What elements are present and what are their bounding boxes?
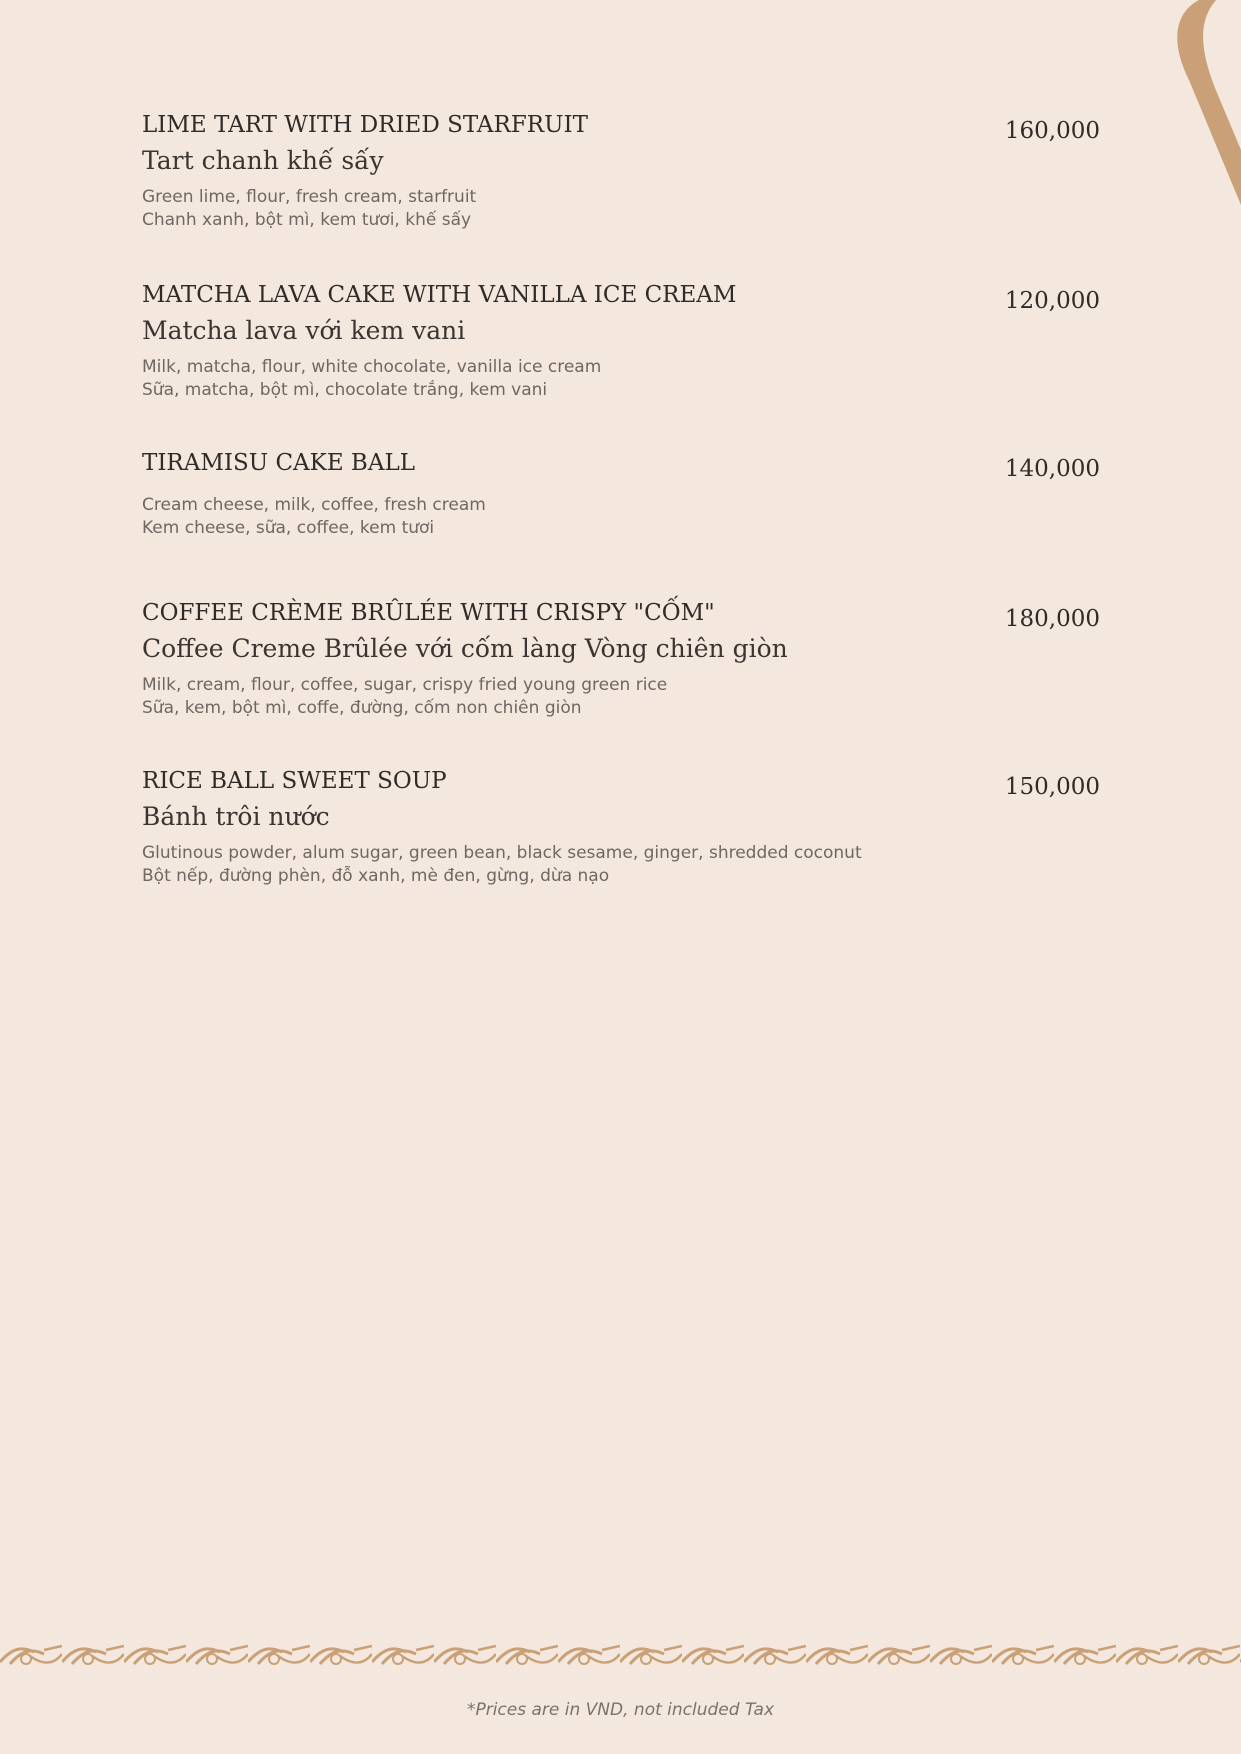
item-description [142, 186, 1100, 232]
menu-item-matcha-lava-cake [142, 280, 1100, 402]
item-name-en: RICE BALL SWEET SOUP [142, 768, 447, 794]
item-name-en: TIRAMISU CAKE BALL [142, 450, 415, 476]
item-price: 160,000 [1004, 118, 1100, 144]
item-name-en: MATCHA LAVA CAKE WITH VANILLA ICE CREAM [142, 282, 737, 308]
item-description-vi: Sữa, matcha, bột mì, chocolate trắng, kem vani [142, 380, 548, 400]
item-name-en: LIME TART WITH DRIED STARFRUIT [142, 112, 588, 138]
menu-item-rice-ball-sweet-soup [142, 766, 1100, 888]
item-description [142, 842, 1100, 888]
item-name-en: COFFEE CRÈME BRÛLÉE WITH CRISPY "CỐM" [142, 600, 715, 626]
item-description-vi: Bột nếp, đường phèn, đỗ xanh, mè đen, gừng, dừa nạo [142, 866, 610, 886]
item-description-vi: Sữa, kem, bột mì, coffe, đường, cốm non chiên giòn [142, 698, 582, 718]
item-name-vi: Bánh trôi nước [142, 802, 330, 831]
price-footnote: *Prices are in VND, not included Tax [466, 1700, 775, 1720]
item-description [142, 494, 1100, 540]
item-name-vi: Matcha lava với kem vani [142, 316, 466, 345]
item-description-vi: Kem cheese, sữa, coffee, kem tươi [142, 518, 435, 538]
item-description [142, 674, 1100, 720]
item-description-en: Green lime, flour, fresh cream, starfruit [142, 187, 477, 207]
menu-item-tiramisu-cake-ball [142, 448, 1100, 540]
item-price: 120,000 [1004, 288, 1100, 314]
item-name-vi: Tart chanh khế sấy [142, 146, 384, 175]
item-description-en: Glutinous powder, alum sugar, green bean, black sesame, ginger, shredded coconut [142, 843, 862, 863]
item-description-en: Milk, matcha, flour, white chocolate, vanilla ice cream [142, 357, 602, 377]
item-name-vi: Coffee Creme Brûlée với cốm làng Vòng chiên giòn [142, 634, 788, 663]
menu-item-lime-tart [142, 110, 1100, 232]
item-description-en: Milk, cream, flour, coffee, sugar, crispy fried young green rice [142, 675, 668, 695]
menu-item-coffee-creme-brulee [142, 598, 1100, 720]
item-description-en: Cream cheese, milk, coffee, fresh cream [142, 495, 486, 515]
item-description-vi: Chanh xanh, bột mì, kem tươi, khế sấy [142, 210, 472, 230]
braided-rope-border-icon [0, 1640, 1241, 1670]
item-price: 150,000 [1004, 774, 1100, 800]
item-price: 180,000 [1004, 606, 1100, 632]
dessert-menu [142, 110, 1100, 888]
item-price: 140,000 [1004, 456, 1100, 482]
corner-swoosh-icon [1171, 0, 1241, 210]
item-description [142, 356, 1100, 402]
